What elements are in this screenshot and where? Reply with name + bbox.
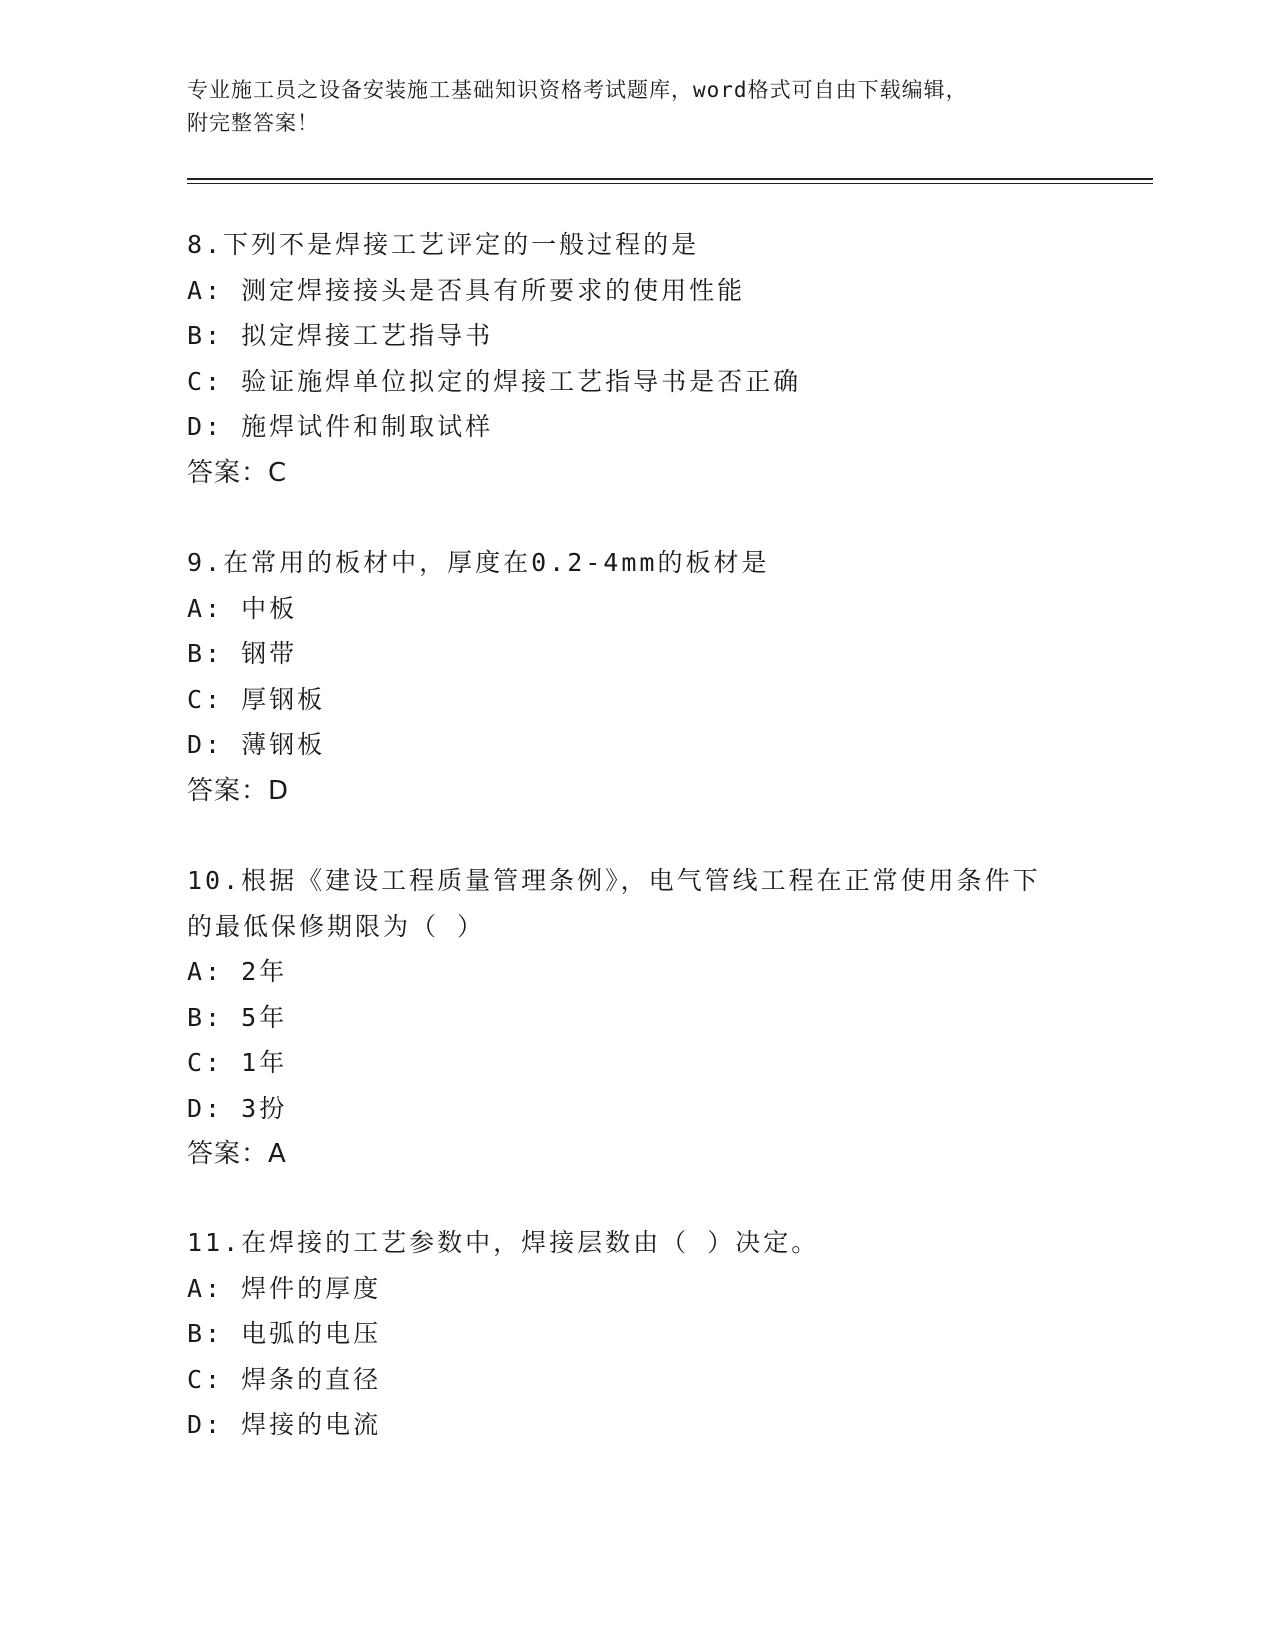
question-10 — [187, 858, 1087, 1177]
answer-line — [187, 450, 1087, 496]
document-header — [187, 74, 1067, 140]
question-8 — [187, 222, 1087, 496]
option-d: D: 焊接的电流 — [187, 1410, 382, 1439]
option-d: D: 3扮 — [187, 1093, 288, 1123]
answer-line — [187, 768, 1087, 814]
question-text: 9.在常用的板材中，厚度在0.2-4mm的板材是 — [187, 548, 770, 577]
option-b: B: 5年 — [187, 1002, 288, 1032]
answer-label: 答案： — [187, 1139, 269, 1169]
question-11 — [187, 1220, 1087, 1448]
answer-value: D — [268, 775, 290, 806]
option-b: B: 电弧的电压 — [187, 1319, 382, 1348]
question-text: 11.在焊接的工艺参数中，焊接层数由（ ）决定。 — [187, 1228, 820, 1257]
option-a: A: 2年 — [187, 957, 288, 986]
option-c: C: 厚钢板 — [187, 684, 326, 714]
header-line-1: 专业施工员之设备安装施工基础知识资格考试题库，word格式可自由下载编辑， — [187, 78, 968, 102]
question-text: 8.下列不是焊接工艺评定的一般过程的是 — [187, 230, 700, 259]
question-text-line-2: 的最低保修期限为（ ） — [187, 911, 486, 941]
option-a: A: 测定焊接接头是否具有所要求的使用性能 — [187, 275, 746, 305]
header-line-2: 附完整答案！ — [187, 111, 319, 135]
answer-label: 答案： — [187, 457, 269, 488]
option-d: D: 施焊试件和制取试样 — [187, 412, 494, 441]
answer-value: A — [268, 1139, 287, 1169]
option-d: D: 薄钢板 — [187, 730, 326, 759]
question-9 — [187, 540, 1087, 814]
option-c: C: 1年 — [187, 1048, 288, 1077]
option-a: A: 焊件的厚度 — [187, 1273, 382, 1303]
option-b: B: 拟定焊接工艺指导书 — [187, 321, 494, 350]
option-c: C: 验证施焊单位拟定的焊接工艺指导书是否正确 — [187, 366, 802, 396]
option-a: A: 中板 — [187, 593, 298, 623]
question-text-line-1: 10.根据《建设工程质量管理条例》，电气管线工程在正常使用条件下 — [187, 866, 1041, 895]
answer-label: 答案： — [187, 775, 269, 806]
option-c: C: 焊条的直径 — [187, 1364, 382, 1394]
header-divider — [187, 178, 1153, 180]
header-divider-thin — [187, 183, 1153, 184]
answer-line — [187, 1131, 1087, 1177]
option-b: B: 钢带 — [187, 639, 298, 668]
answer-value: C — [268, 457, 288, 488]
